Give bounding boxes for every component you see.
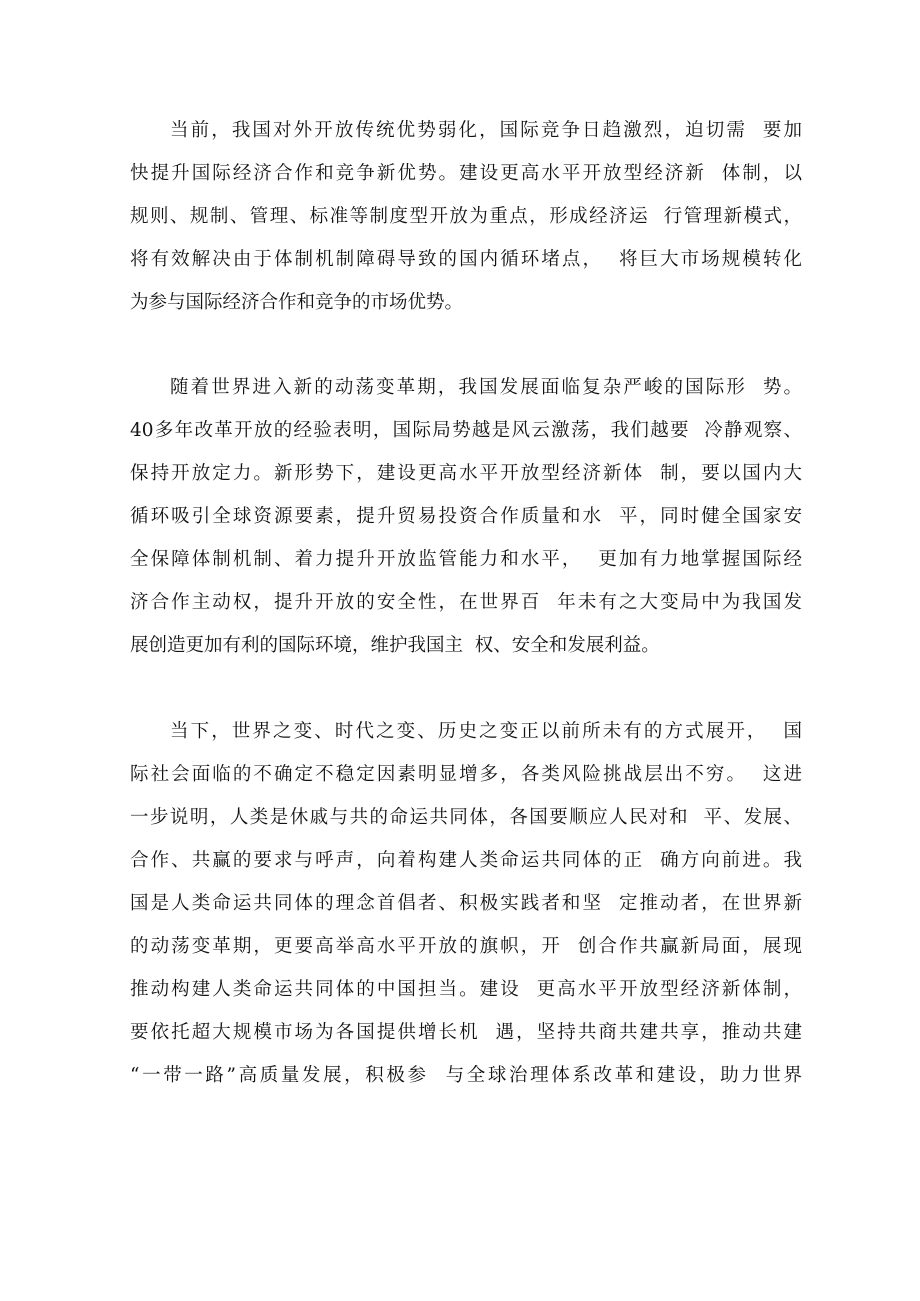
text-line: 一步说明，人类是休戚与共的命运共同体，各国要顺应人民对和 平、发展、 (130, 807, 802, 828)
text-line: 合作、共赢的要求与呼声，向着构建人类命运共同体的正 确方向前进。我 (130, 850, 802, 871)
text-line: 为参与国际经济合作和竞争的市场优势。 (130, 292, 464, 313)
text-line: 当下，世界之变、时代之变、历史之变正以前所未有的方式展开， 国 (170, 721, 802, 742)
text-line: 国是人类命运共同体的理念首倡者、积极实践者和坚 定推动者，在世界新 (130, 893, 802, 914)
paragraph (130, 109, 802, 324)
text-line: 将有效解决由于体制机制障碍导致的国内循环堵点， 将巨大市场规模转化 (130, 249, 802, 270)
text-line: 规则、规制、管理、标准等制度型开放为重点，形成经济运 行管理新模式， (130, 206, 802, 227)
text-line: 的动荡变革期，更要高举高水平开放的旗帜，开 创合作共赢新局面，展现 (130, 936, 802, 957)
text-line: 济合作主动权，提升开放的安全性，在世界百 年未有之大变局中为我国发 (130, 592, 802, 613)
text-line: 推动构建人类命运共同体的中国担当。建设 更高水平开放型经济新体制， (130, 979, 802, 1000)
text-line: 循环吸引全球资源要素，提升贸易投资合作质量和水 平，同时健全国家安 (130, 506, 802, 527)
text-line: 际社会面临的不确定不稳定因素明显增多，各类风险挑战层出不穷。 这进 (130, 764, 802, 785)
text-line: “一带一路”高质量发展，积极参 与全球治理体系改革和建设，助力世界 (130, 1065, 802, 1086)
text-line: 全保障体制机制、着力提升开放监管能力和水平， 更加有力地掌握国际经 (130, 549, 802, 570)
paragraph (130, 366, 802, 667)
text-line: 展创造更加有利的国际环境，维护我国主 权、安全和发展利益。 (130, 635, 660, 656)
text-line: 保持开放定力。新形势下，建设更高水平开放型经济新体 制，要以国内大 (130, 463, 802, 484)
text-line: 当前，我国对外开放传统优势弱化，国际竞争日趋激烈，迫切需 要加 (170, 120, 802, 141)
paragraph (130, 710, 802, 1097)
text-line: 40多年改革开放的经验表明，国际局势越是风云激荡，我们越要 冷静观察、 (130, 420, 802, 441)
text-line: 快提升国际经济合作和竞争新优势。建设更高水平开放型经济新 体制，以 (130, 163, 802, 184)
text-line: 要依托超大规模市场为各国提供增长机 遇，坚持共商共建共享，推动共建 (130, 1022, 802, 1043)
text-line: 随着世界进入新的动荡变革期，我国发展面临复杂严峻的国际形 势。 (170, 377, 802, 398)
